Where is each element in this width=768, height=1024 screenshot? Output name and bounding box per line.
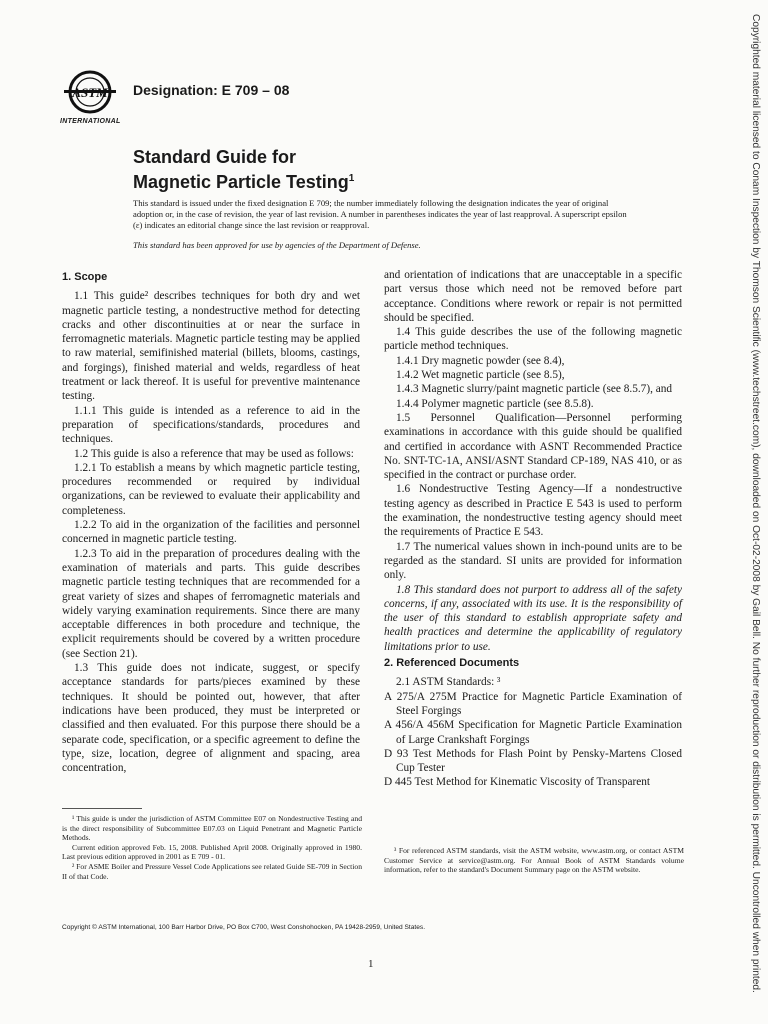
page-number: 1 [368, 958, 374, 970]
footnote: Current edition approved Feb. 15, 2008. Published April 2008. Originally approved in 1980. Last previous edition approved in 2001 as E 709 - 01. [62, 842, 362, 862]
title-footnote-mark: 1 [348, 173, 355, 184]
footnote: ² For ASME Boiler and Pressure Vessel Code Applications see related Guide SE-709 in Section II of that Code. [62, 861, 362, 881]
referenced-document: A 275/A 275M Practice for Magnetic Particle Examination of Steel Forgings [384, 690, 682, 717]
paragraph: 1.1.1 This guide is intended as a reference to aid in the preparation of specifications/standards, procedures and techniques. [62, 404, 360, 446]
copyright-line: Copyright © ASTM International, 100 Barr Harbor Drive, PO Box C700, West Conshohocken, PA 19428-2959, United States. [62, 924, 426, 931]
left-column [62, 268, 360, 775]
paragraph: 1.8 This standard does not purport to address all of the safety concerns, if any, associated with its use. It is the responsibility of the user of this standard to establish appropriate safety and health practices and determine the applicability of regulatory limitations prior to use. [384, 583, 682, 653]
paragraph: 1.4 This guide describes the use of the following magnetic particle method techniques. [384, 326, 682, 353]
license-sidebar [750, 14, 768, 1004]
section-heading: 1. Scope [62, 271, 108, 283]
referenced-document: D 93 Test Methods for Flash Point by Pensky-Martens Closed Cup Tester [384, 747, 682, 775]
document-title [133, 146, 354, 193]
footnote: ³ For referenced ASTM standards, visit the ASTM website, www.astm.org, or contact ASTM Customer Service at service@astm.org. For Annual Book of ASTM Standards volume information, refer to the standard's Document Summary page on the ASTM website. [384, 846, 684, 875]
paragraph: 1.3 This guide does not indicate, suggest, or specify acceptance standards for parts/pieces examined by these techniques. It should be pointed out, however, that after indications have been produced, they must be interpreted or classified and then evaluated. For this purpose there should be a separate code, specification, or a specific agreement to define the type, size, location, degree of alignment and spacing, area concentration, [62, 662, 360, 775]
title-text: Magnetic Particle Testing [133, 172, 349, 192]
paragraph: 1.6 Nondestructive Testing Agency—If a nondestructive testing agency as described in Practice E 543 is used to perform the examination, the nondestructive testing agency should meet the requirements of Practice E 543. [384, 483, 682, 539]
paragraph: 1.4.1 Dry magnetic powder (see 8.4), [396, 354, 565, 367]
paragraph: 2.1 ASTM Standards: ³ [396, 676, 501, 689]
paragraph: 1.4.2 Wet magnetic particle (see 8.5), [396, 369, 565, 382]
paragraph: 1.7 The numerical values shown in inch-pound units are to be regarded as the standard. SI units are provided for information only. [384, 540, 682, 582]
paragraph: 1.1 This guide² describes techniques for both dry and wet magnetic particle testing, a nondestructive method for detecting cracks and other discontinuities at or near the surface in ferromagnetic materials. Magnetic particle testing may be applied to raw material, semifinished material (billets, blooms, castings, and forgings), finished material and welds, regardless of heat treatment or lack thereof. It is useful for preventive maintenance testing. [62, 290, 360, 403]
title-line-2 [133, 168, 354, 193]
paragraph: and orientation of indications that are unacceptable in a specific part versus those which need not be removed before part acceptance. Conditions where rework or repair is not permitted should be specified. [384, 269, 682, 324]
paragraph: 1.4.4 Polymer magnetic particle (see 8.5.8). [396, 397, 594, 410]
dod-approval-note: This standard has been approved for use by agencies of the Department of Defense. [133, 240, 421, 250]
footnote-rule-left [62, 808, 142, 809]
license-text: Copyrighted material licensed to Conam Inspection by Thomson Scientific (www.techstreet.com), downloaded on Oct-02-2008 by Gail Bell. No further reproduction or distribution is permitted. Uncontrolled when printed. [750, 14, 761, 993]
paragraph: 1.2 This guide is also a reference that may be used as follows: [74, 447, 354, 460]
right-column [384, 268, 682, 790]
designation: Designation: E 709 – 08 [133, 82, 290, 98]
logo-subtitle: INTERNATIONAL [60, 118, 121, 125]
footnotes-right [384, 846, 684, 875]
footnotes-left [62, 814, 362, 881]
paragraph: 1.2.3 To aid in the preparation of procedures dealing with the examination of materials and parts. This guide describes magnetic particle testing techniques that are recommended for a great variety of sizes and shapes of ferromagnetic materials and widely varying examination requirements. Since there are many acceptable differences in both procedure and technique, the explicit requirements should be covered by a written procedure (see Section 21). [62, 547, 360, 660]
paragraph: 1.5 Personnel Qualification—Personnel performing examinations in accordance with this guide should be qualified and certified in accordance with ASNT Recommended Practice No. SNT-TC-1A, ANSI/ASNT Standard CP-189, NAS 410, or as specified in the contract or purchase order. [384, 411, 682, 482]
issue-notice: This standard is issued under the fixed designation E 709; the number immediately following the designation indicates the year of original adoption or, in the case of revision, the year of last revision. A number in parentheses indicates the year of last reapproval. A superscript epsilon (ε) indicates an editorial change since the last revision or reapproval. [133, 198, 627, 230]
referenced-document: A 456/A 456M Specification for Magnetic Particle Examination of Large Crankshaft Forgings [384, 719, 682, 746]
paragraph: 1.4.3 Magnetic slurry/paint magnetic particle (see 8.5.7), and [396, 383, 673, 396]
referenced-document: D 445 Test Method for Kinematic Viscosity of Transparent [384, 776, 651, 789]
section-heading: 2. Referenced Documents [384, 657, 520, 670]
footnote: ¹ This guide is under the jurisdiction of ASTM Committee E07 on Nondestructive Testing and is the direct responsibility of Subcommittee E07.03 on Liquid Penetrant and Magnetic Particle Methods. [62, 814, 362, 843]
paragraph: 1.2.2 To aid in the organization of the facilities and personnel concerned in magnetic particle testing. [62, 519, 360, 546]
paragraph: 1.2.1 To establish a means by which magnetic particle testing, procedures recommended or required by individual organizations, can be reviewed to evaluate their applicability and completeness. [62, 461, 360, 517]
title-line-1: Standard Guide for [133, 147, 297, 167]
